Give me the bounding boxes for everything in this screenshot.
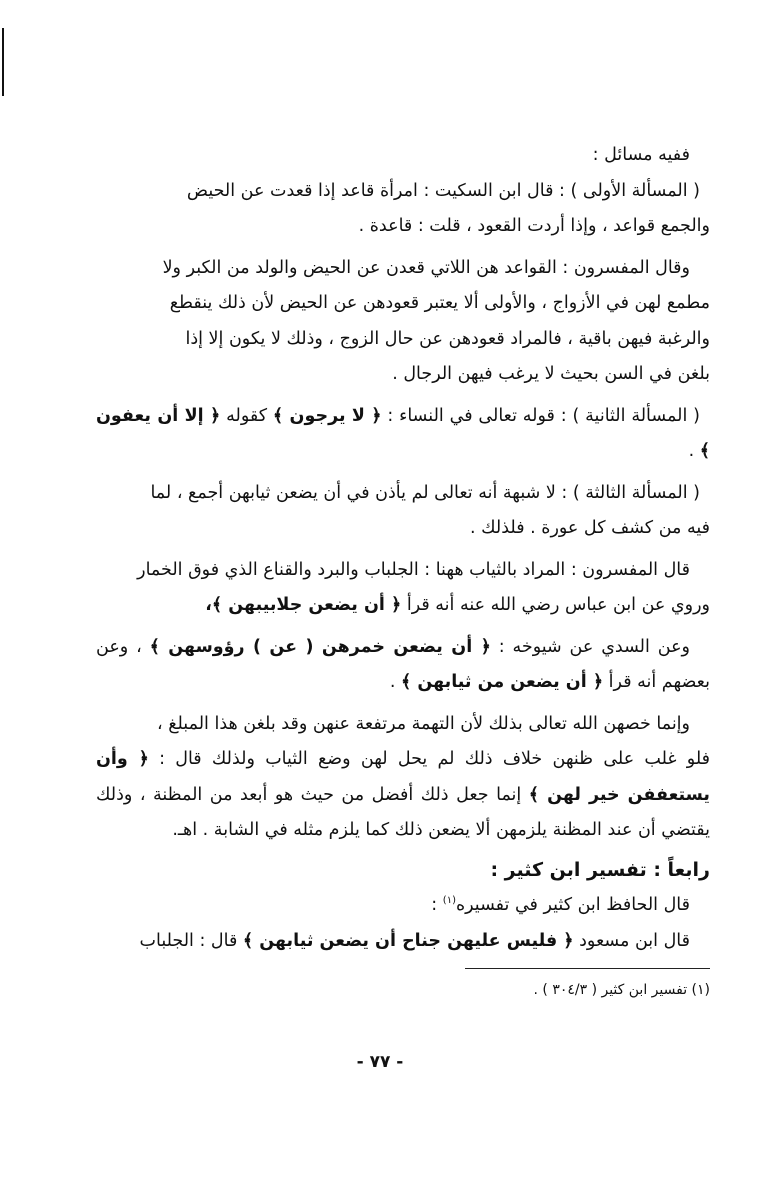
issue-three-line-2: فيه من كشف كل عورة . فلذلك . [470, 518, 710, 538]
ibn-masud-line [96, 924, 710, 960]
quran-quote-illa-an-yafun: ﴿ إلا أن يعفون ﴾ [96, 405, 710, 461]
section-heading-ibn-kathir: رابعاً : تفسير ابن كثير : [490, 858, 710, 881]
issue-three-line-1: ( المسألة الثالثة ) : لا شبهة أنه تعالى لم يأذن في أن يضعن ثيابهن أجمع ، لما [150, 482, 700, 503]
issue-one-line-1: ( المسألة الأولى ) : قال ابن السكيت : امرأة قاعد إذا قعدت عن الحيض [186, 180, 700, 201]
quran-quote-la-yarjun: ﴿ لا يرجون ﴾ [272, 405, 382, 426]
issue-two-text: ( المسألة الثانية ) : قوله تعالى في النساء : [387, 405, 700, 426]
thiyab-line-1: قال المفسرون : المراد بالثياب ههنا : الجلباب والبرد والقناع الذي فوق الخمار [137, 559, 690, 580]
page-number: - ٧٧ - [356, 1052, 404, 1072]
tuhma-text: فلو غلب على ظنهن خلاف ذلك لم يحل لهن وضع الثياب ولذلك قال : [159, 749, 710, 769]
footnote-reference: (١) [442, 895, 456, 907]
quran-quote-falaysa: ﴿ فليس عليهن جناح أن يضعن ثيابهن ﴾ [242, 930, 574, 951]
page-body [96, 138, 710, 959]
suddi-paragraph [96, 630, 710, 701]
mufassirun-line-3: والرغبة فيهن باقية ، فالمراد قعودهن عن حال الزوج ، وذلك لا يكون إلا إذا [185, 328, 710, 349]
ibn-kathir-colon: : [431, 895, 438, 915]
ibn-abbas-line [96, 588, 710, 624]
suddi-text: وعن السدي عن شيوخه : [498, 636, 690, 657]
tuhma-paragraph [96, 742, 710, 849]
intro-line: ففيه مسائل : [592, 145, 690, 165]
issue-two-mid: كقوله [226, 405, 268, 426]
quran-quote-yastafifna: ﴿ وأن يستعففن خير لهن ﴾ [96, 749, 710, 805]
suddi-mid: ، وعن بعضهم أنه قرأ [96, 636, 710, 692]
mufassirun-line-2: مطمع لهن في الأزواج ، والأولى ألا يعتبر قعودهن عن الحيض لأن ذلك ينقطع [169, 293, 710, 313]
footnote-separator [465, 968, 710, 969]
mufassirun-line-1: وقال المفسرون : القواعد هن اللاتي قعدن عن الحيض والولد من الكبر ولا [162, 257, 690, 278]
ibn-masud-end: قال : الجلباب [139, 930, 238, 951]
footnote: (١) تفسير ابن كثير ( ٣٠٤/٣ ) . [533, 982, 710, 998]
issue-two-end: . [688, 441, 695, 461]
page-edge-line [2, 28, 4, 96]
ibn-kathir-text: قال الحافظ ابن كثير في تفسيره [455, 895, 690, 915]
quran-quote-khumurahunna: ﴿ أن يضعن خمرهن ( عن ) رؤوسهن ﴾ [149, 636, 491, 657]
ibn-masud-text: قال ابن مسعود [579, 930, 690, 951]
suddi-end: . [389, 672, 396, 692]
mufassirun-line-4: بلغن في السن بحيث لا يرغب فيهن الرجال . [392, 364, 710, 384]
issue-one-line-2: والجمع قواعد ، وإذا أردت القعود ، قلت : قاعدة . [358, 216, 710, 236]
tuhma-line-1: وإنما خصهن الله تعالى بذلك لأن التهمة مرتفعة عنهن وقد بلغن هذا المبلغ ، [156, 713, 690, 734]
quran-quote-jalabib: ﴿ أن يضعن جلابيبهن ﴾، [205, 595, 402, 615]
quran-quote-min-thiyabihinna: ﴿ أن يضعن من ثيابهن ﴾ [401, 672, 604, 692]
ibn-abbas-text: وروي عن ابن عباس رضي الله عنه أنه قرأ [406, 595, 710, 615]
ibn-kathir-line [96, 888, 710, 924]
tuhma-end: إنما جعل ذلك أفضل من حيث هو أبعد من المظنة ، وذلك يقتضي أن عند المظنة يلزمهن ألا يضعن ذلك كما يلزم مثله في الشابة . اهـ. [96, 784, 710, 840]
issue-two-paragraph [96, 399, 710, 470]
